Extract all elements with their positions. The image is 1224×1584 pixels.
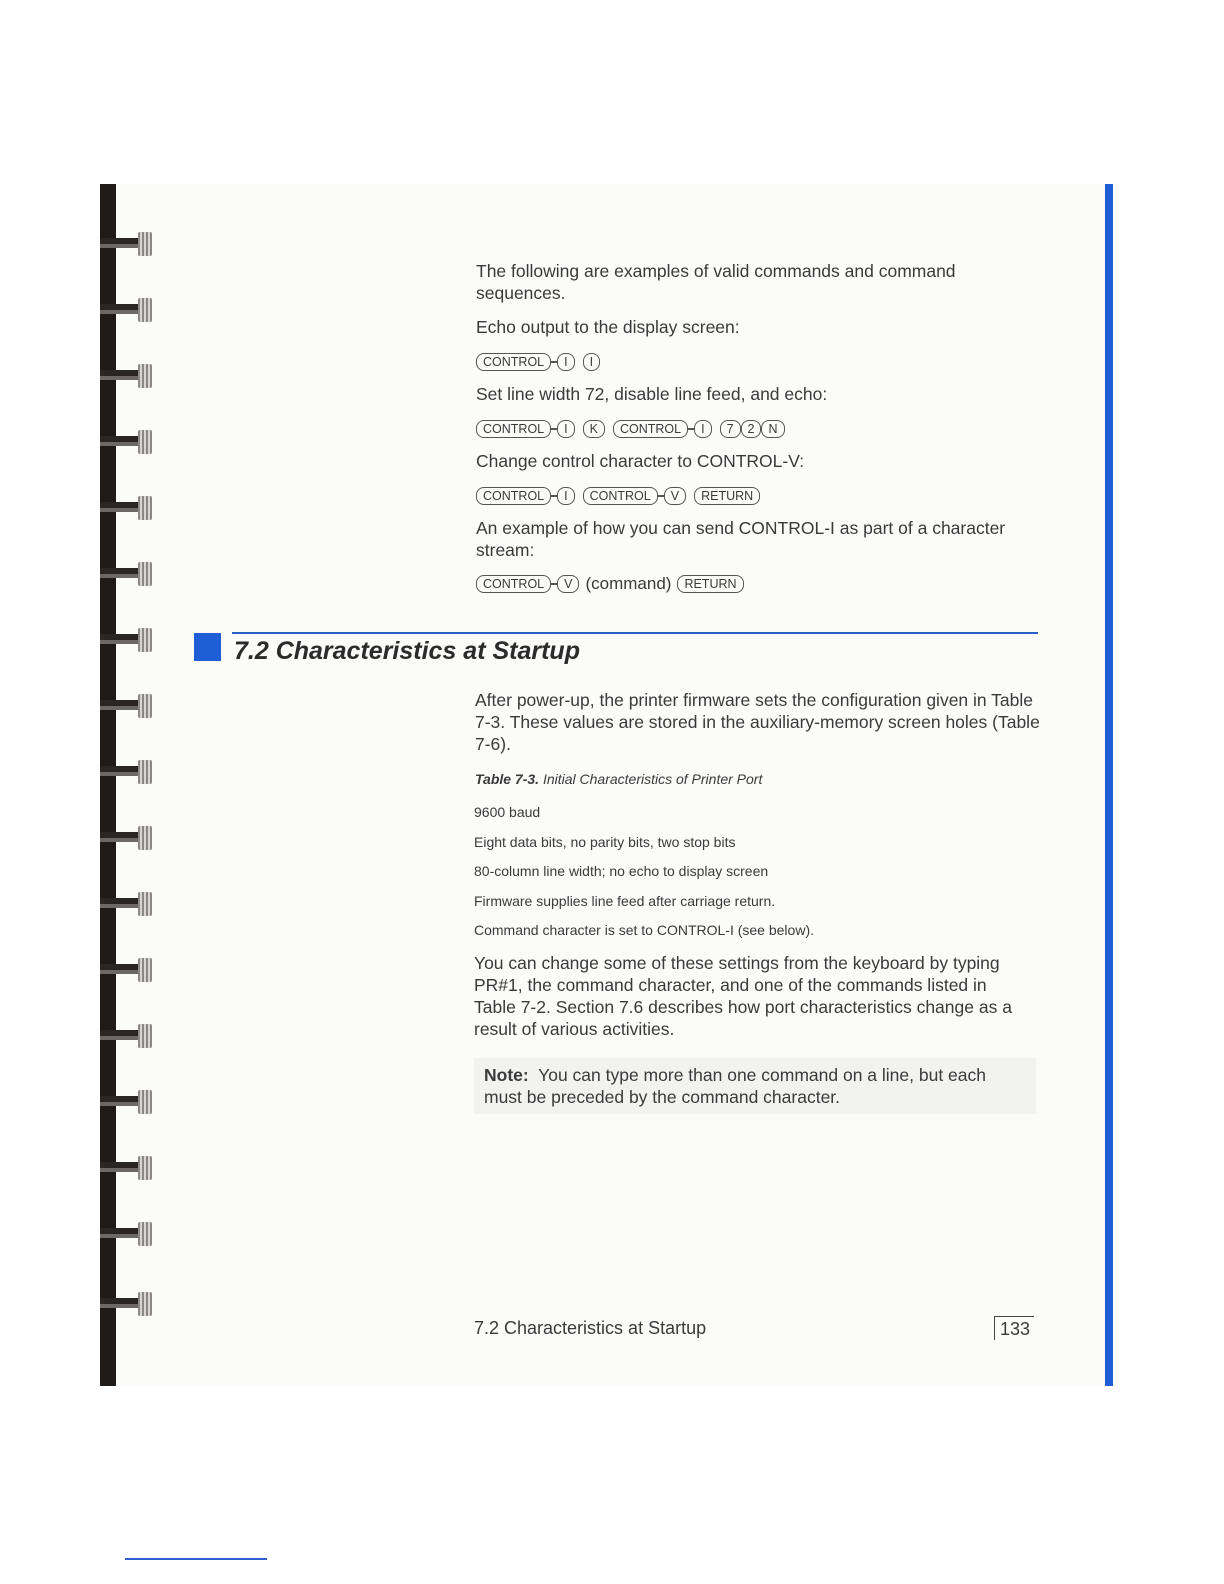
- key-cap: I: [557, 487, 574, 505]
- binding-ring: [100, 1154, 158, 1182]
- key-cap: CONTROL: [583, 487, 658, 505]
- intro-paragraph: The following are examples of valid commands and command sequences.: [476, 261, 956, 303]
- binding-ring: [100, 1088, 158, 1116]
- table-caption-text: Initial Characteristics of Printer Port: [542, 771, 763, 787]
- startup-paragraph: After power-up, the printer firmware sets the configuration given in Table 7-3. These values are stored in the auxiliary-memory screen holes (Table 7-6).: [475, 690, 1040, 754]
- binding-ring: [100, 890, 158, 918]
- key-cap: RETURN: [694, 487, 760, 505]
- table-row: Firmware supplies line feed after carriage return.: [474, 893, 776, 909]
- note-label: Note:: [484, 1065, 529, 1085]
- key-cap: CONTROL: [613, 420, 688, 438]
- key-cap: N: [761, 420, 784, 438]
- binding-ring: [100, 626, 158, 654]
- example-1-label: Echo output to the display screen:: [476, 317, 740, 337]
- page-edge-tab: [1105, 184, 1113, 1386]
- binding-ring: [100, 692, 158, 720]
- example-4-label: An example of how you can send CONTROL-I as part of a character stream:: [476, 518, 1006, 560]
- key-cap: V: [664, 487, 686, 505]
- table-row: 9600 baud: [474, 804, 541, 820]
- footer-title: 7.2 Characteristics at Startup: [474, 1318, 707, 1338]
- key-cap: CONTROL: [476, 575, 551, 593]
- bottom-rule: [125, 1558, 267, 1560]
- key-cap: CONTROL: [476, 353, 551, 371]
- section-marker: [194, 633, 221, 661]
- binding-ring: [100, 296, 158, 324]
- binding-ring: [100, 230, 158, 258]
- table-row: 80-column line width; no echo to display screen: [474, 863, 769, 879]
- change-paragraph: You can change some of these settings from the keyboard by typing PR#1, the command character, and one of the commands listed in Table 7-2. Section 7.6 describes how port characteristics change as a result of various activities.: [474, 953, 1012, 1039]
- binding-ring: [100, 824, 158, 852]
- binding-ring: [100, 428, 158, 456]
- key-cap: I: [694, 420, 711, 438]
- binding-ring: [100, 758, 158, 786]
- table-row: Command character is set to CONTROL-I (see below).: [474, 922, 814, 938]
- example-3-keys: [476, 486, 1041, 506]
- example-3-label: Change control character to CONTROL-V:: [476, 451, 805, 471]
- example-4-keys: [476, 574, 1041, 594]
- example-2-keys: [476, 419, 1041, 439]
- section-heading: 7.2 Characteristics at Startup: [234, 637, 580, 665]
- key-cap: RETURN: [677, 575, 743, 593]
- key-cap: CONTROL: [476, 420, 551, 438]
- table-row: Eight data bits, no parity bits, two stop bits: [474, 834, 736, 850]
- section-rule: [232, 632, 1038, 634]
- binding-ring: [100, 1022, 158, 1050]
- table-label: Table 7-3.: [475, 771, 540, 787]
- page-number: 133: [994, 1316, 1034, 1340]
- binding-ring: [100, 956, 158, 984]
- key-cap: CONTROL: [476, 487, 551, 505]
- example-1-keys: [476, 352, 1041, 372]
- command-placeholder: (command): [585, 574, 672, 593]
- note-box: [474, 1058, 1036, 1114]
- key-cap: I: [557, 420, 574, 438]
- key-cap: V: [557, 575, 579, 593]
- key-cap: I: [557, 353, 574, 371]
- binding-ring: [100, 494, 158, 522]
- binding-ring: [100, 1220, 158, 1248]
- binding-ring: [100, 1290, 158, 1318]
- key-cap: 2: [741, 420, 762, 438]
- binding-ring: [100, 362, 158, 390]
- key-cap: 7: [720, 420, 741, 438]
- example-2-label: Set line width 72, disable line feed, and echo:: [476, 384, 828, 404]
- binding-ring: [100, 560, 158, 588]
- key-cap: I: [583, 353, 600, 371]
- key-cap: K: [583, 420, 605, 438]
- table-caption: [475, 771, 1040, 787]
- note-text: You can type more than one command on a line, but each must be preceded by the command character.: [484, 1065, 986, 1107]
